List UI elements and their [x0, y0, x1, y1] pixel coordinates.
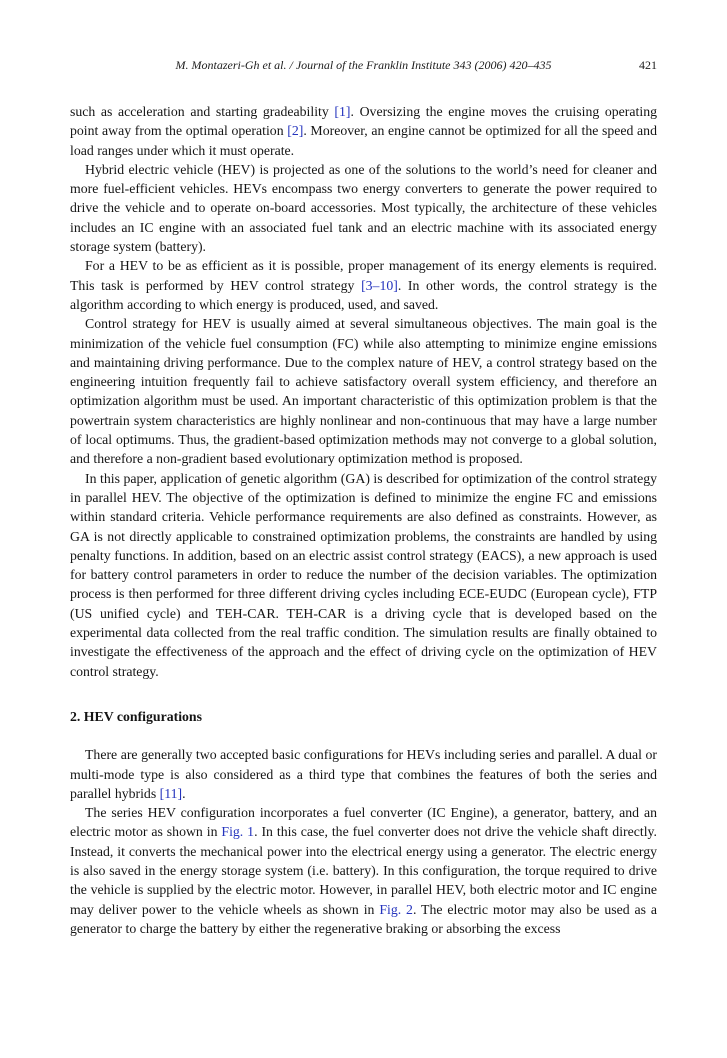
paragraph	[70, 314, 657, 468]
citation-link-11[interactable]: [11]	[159, 785, 183, 801]
citation-link-1[interactable]: [1]	[334, 104, 351, 119]
paragraph	[70, 256, 657, 314]
text-run: . Oversizing the engine moves the cruising operating point away from the optimal operation	[70, 104, 657, 139]
paragraph	[70, 160, 657, 256]
text-run: . In other words, the control strategy is the algorithm according to which energy is produced, used, and saved.	[70, 277, 657, 312]
citation-link-2[interactable]: [2]	[287, 123, 304, 139]
paragraph	[70, 102, 657, 160]
text-run: For a HEV to be as efficient as it is possible, proper management of its energy elements is required. This task is performed by HEV control strategy	[70, 258, 657, 293]
text-run: Control strategy for HEV is usually aimed at several simultaneous objectives. The main goal is the minimization of the vehicle fuel consumption (FC) while also attempting to minimize engine emissions and maintaining driving performance. Due to the complex nature of HEV, a control strategy based on the engineering intuition frequently fail to achieve satisfactory overall system efficiency, and therefore an optimization algorithm must be used. An important characteristic of this optimization problem is that the powertrain system characteristics are highly nonlinear and non-continuous that may have a large number of local optimums. Thus, the gradient-based optimization methods may not converge to a global solution, and therefore a non-gradient based evolutionary optimization method is proposed.	[70, 316, 657, 467]
paragraph	[70, 469, 657, 681]
text-run: In this paper, application of genetic algorithm (GA) is described for optimization of the control strategy in parallel HEV. The objective of the optimization is defined to minimize the engine FC and emissions within standard criteria. Vehicle performance requirements are also defined as constraints. However, as GA is not directly applicable to constrained optimization problems, the constraints are handled by using penalty functions. In addition, based on an electric assist control strategy (EACS), a new approach is used for battery control parameters in order to reduce the number of the decision variables. The optimization process is then performed for three different driving cycles including ECE-EUDC (European cycle), FTP (US unified cycle) and TEH-CAR. TEH-CAR is a driving cycle that is developed based on the experimental data collected from the real traffic condition. The simulation results are finally obtained to investigate the effectiveness of the approach and the effect of driving cycle on the optimization of HEV control strategy.	[70, 470, 657, 679]
paragraph	[70, 803, 657, 938]
text-run: . Moreover, an engine cannot be optimized for all the speed and load ranges under which it must operate.	[70, 123, 657, 158]
figure-1-link[interactable]: Fig. 1	[221, 824, 255, 840]
text-run: . In this case, the fuel converter does not drive the vehicle shaft directly. Instead, it converts the mechanical power into the electrical energy using a generator. The electric energy is also saved in the energy storage system (i.e. battery). In this configuration, the torque required to drive the vehicle is supplied by the electric motor. However, in parallel HEV, both electric motor and IC engine may deliver power to the vehicle wheels as shown in	[70, 824, 657, 917]
figure-2-link[interactable]: Fig. 2	[379, 901, 413, 917]
text-run: such as acceleration and starting gradeability	[70, 104, 335, 119]
text-run: There are generally two accepted basic configurations for HEVs including series and parallel. A dual or multi-mode type is also considered as a third type that combines the features of both the series and parallel hybrids	[70, 747, 657, 801]
section-heading: 2. HEV configurations	[70, 708, 202, 724]
text-run: . The electric motor may also be used as a generator to charge the battery by either the regenerative braking or absorbing the excess	[70, 901, 657, 936]
page-number: 421	[639, 58, 657, 72]
text-run: Hybrid electric vehicle (HEV) is projected as one of the solutions to the world’s need for cleaner and more fuel-efficient vehicles. HEVs encompass two energy converters to generate the power required to drive the vehicle and to operate on-board accessories. Most typically, the architecture of these vehicles includes an IC engine with an associated fuel tank and an electric machine with its associated energy storage system (battery).	[70, 161, 657, 255]
running-title: M. Montazeri-Gh et al. / Journal of the Franklin Institute 343 (2006) 420–435	[175, 58, 552, 72]
page-header	[70, 58, 657, 74]
text-run: .	[182, 785, 186, 801]
article-body	[70, 102, 657, 938]
text-run: The series HEV configuration incorporates a fuel converter (IC Engine), a generator, battery, and an electric motor as shown in	[70, 805, 657, 840]
citation-link-3-10[interactable]: [3–10]	[361, 277, 398, 293]
paragraph	[70, 745, 657, 803]
